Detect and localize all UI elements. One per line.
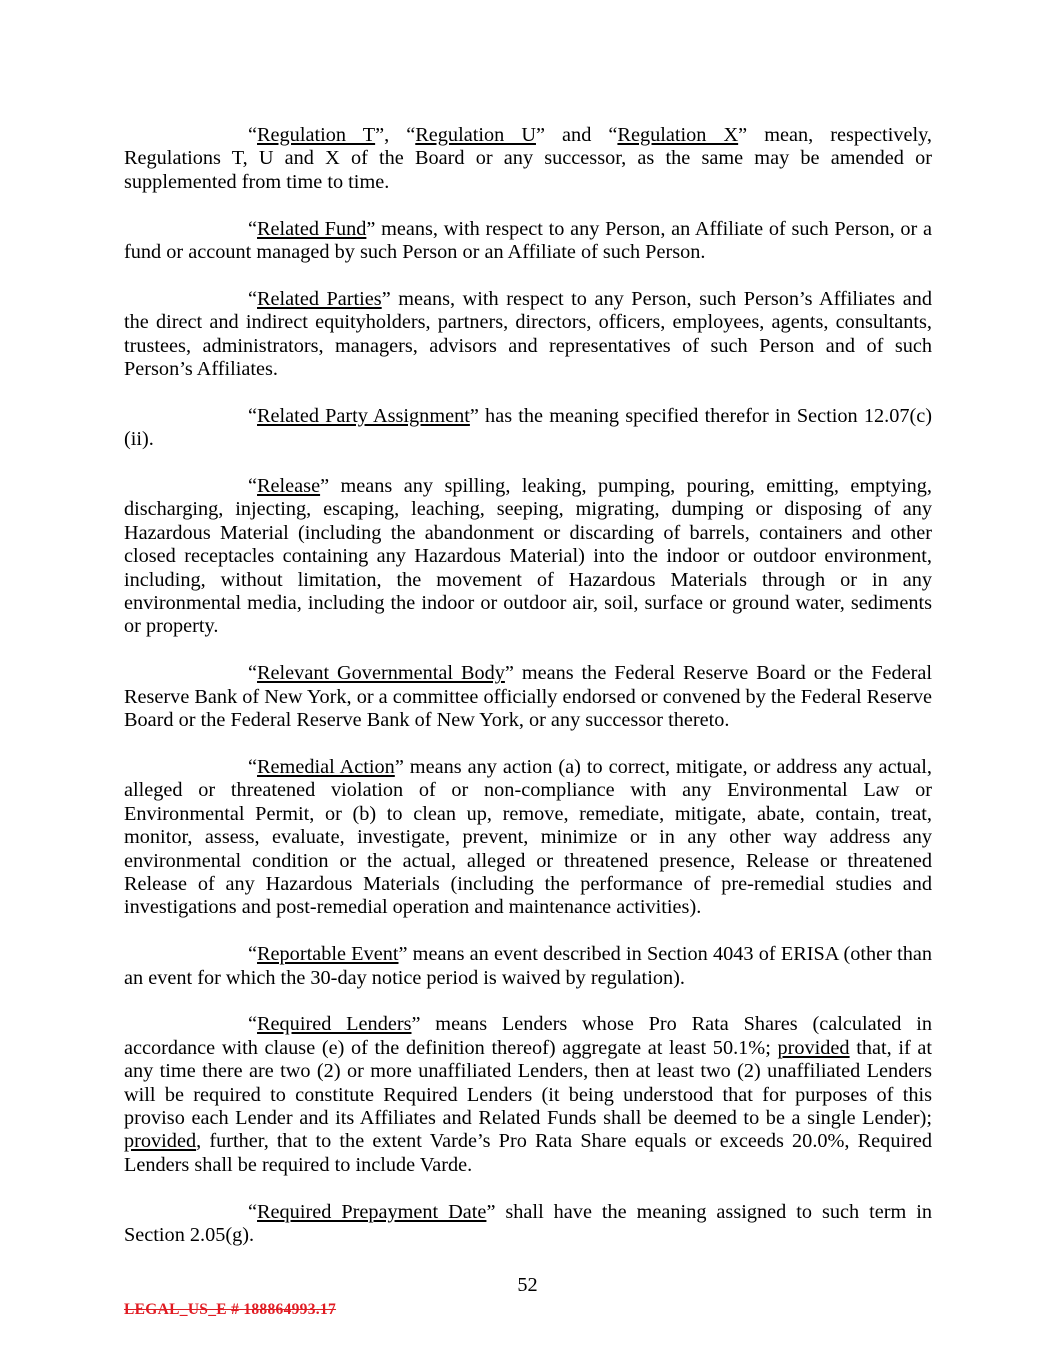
page-number: 52 [517,1274,538,1296]
defined-term: provided [124,1130,197,1153]
text-run: ” means any spilling, leaking, pumping, pouring, emitting, emptying, discharging, injecting, escaping, leaching, seeping, migrating, dumping or disposing of any Hazardous Material (including the abandonment or discarding of barrels, containers and other closed receptacles containing any Hazardous Material) into the indoor or outdoor environment, including, without limitation, the movement of Hazardous Materials through or in any environmental media, including the indoor or outdoor air, soil, surface or ground water, sediments or property. [124,475,932,638]
paragraph [124,1013,932,1177]
paragraph [124,405,932,452]
text-run: ” and “ [535,124,618,146]
text-run: “ [248,287,258,310]
text-run: ” means Lenders whose Pro Rata Shares (calculated in accordance with clause (e) of the definition thereof) aggregate at least 50.1%; [124,1013,932,1059]
paragraph [124,124,932,194]
text-run: “ [248,217,258,240]
paragraph [124,943,932,990]
defined-term: Related Party Assignment [257,404,470,427]
defined-term: Reportable Event [257,943,399,966]
defined-term: Regulation X [617,124,739,146]
text-run: ” mean, respectively, Regulations T, U and X of the Board or any successor, as the same may be amended or supplemented from time to time. [124,124,933,193]
text-run: “ [248,124,258,146]
defined-term: Related Fund [257,217,367,240]
text-run: ” means the Federal Reserve Board or the Federal Reserve Bank of New York, or a committee officially endorsed or convened by the Federal Reserve Board or the Federal Reserve Bank of New York, or any successor thereto. [124,662,933,732]
text-run: ” shall have the meaning assigned to such term in Section 2.05(g). [124,1200,933,1246]
paragraph [124,475,932,639]
defined-term: provided [777,1036,850,1059]
document-body [124,124,932,1247]
text-run: ” means an event described in Section 4043 of ERISA (other than an event for which the 30-day notice period is waived by regulation). [124,943,933,989]
defined-term: Relevant Governmental Body [257,662,505,685]
paragraph [124,288,932,382]
paragraph [124,662,932,732]
defined-term: Release [257,475,321,498]
defined-term: Remedial Action [257,755,395,778]
text-run: ” has the meaning specified therefor in Section 12.07(c)(ii). [124,404,932,451]
text-run: that, if at any time there are two (2) or more unaffiliated Lenders, then at least two (2) unaffiliated Lenders will be required to constitute Required Lenders (it being understood that for purposes of this proviso each Lender and its Affiliates and Related Funds shall be deemed to be a single Lender); [124,1036,933,1129]
defined-term: Required Prepayment Date [257,1200,487,1223]
paragraph [124,218,932,265]
paragraph [124,1201,932,1248]
paragraph [124,756,932,920]
text-run: “ [248,755,258,778]
text-run: “ [248,662,258,685]
text-run: “ [248,1200,258,1223]
text-run: “ [248,943,258,966]
defined-term: Required Lenders [257,1013,412,1036]
text-run: “ [248,1013,258,1036]
defined-term: Related Parties [257,287,382,310]
text-run: ” means, with respect to any Person, an Affiliate of such Person, or a fund or account managed by such Person or an Affiliate of such Person. [124,217,933,264]
text-run: “ [248,475,258,498]
footer-document-id: LEGAL_US_E # 188864993.17 [124,1301,337,1318]
text-run: ” means any action (a) to correct, mitigate, or address any actual, alleged or threatened violation of or non-compliance with any Environmental Law or Environmental Permit, or (b) to clean up, remove, remediate, mitigate, abate, contain, treat, monitor, assess, evaluate, investigate, prevent, minimize or in any other way address any environmental condition or the actual, alleged or threatened presence, Release or threatened Release of any Hazardous Materials (including the performance of pre-remedial studies and investigations and post-remedial operation and maintenance activities). [124,755,932,919]
text-run: , further, that to the extent Varde’s Pro Rata Share equals or exceeds 20.0%, Required Lenders shall be required to include Varde. [124,1130,932,1176]
defined-term: Regulation U [415,124,536,146]
text-run: “ [248,404,258,427]
text-run: ” means, with respect to any Person, such Person’s Affiliates and the direct and indirect equityholders, partners, directors, officers, employees, agents, consultants, trustees, administrators, managers, advisors and representatives of such Person and of such Person’s Affiliates. [124,287,932,381]
text-run: ”, “ [375,124,416,146]
defined-term: Regulation T [257,124,376,146]
